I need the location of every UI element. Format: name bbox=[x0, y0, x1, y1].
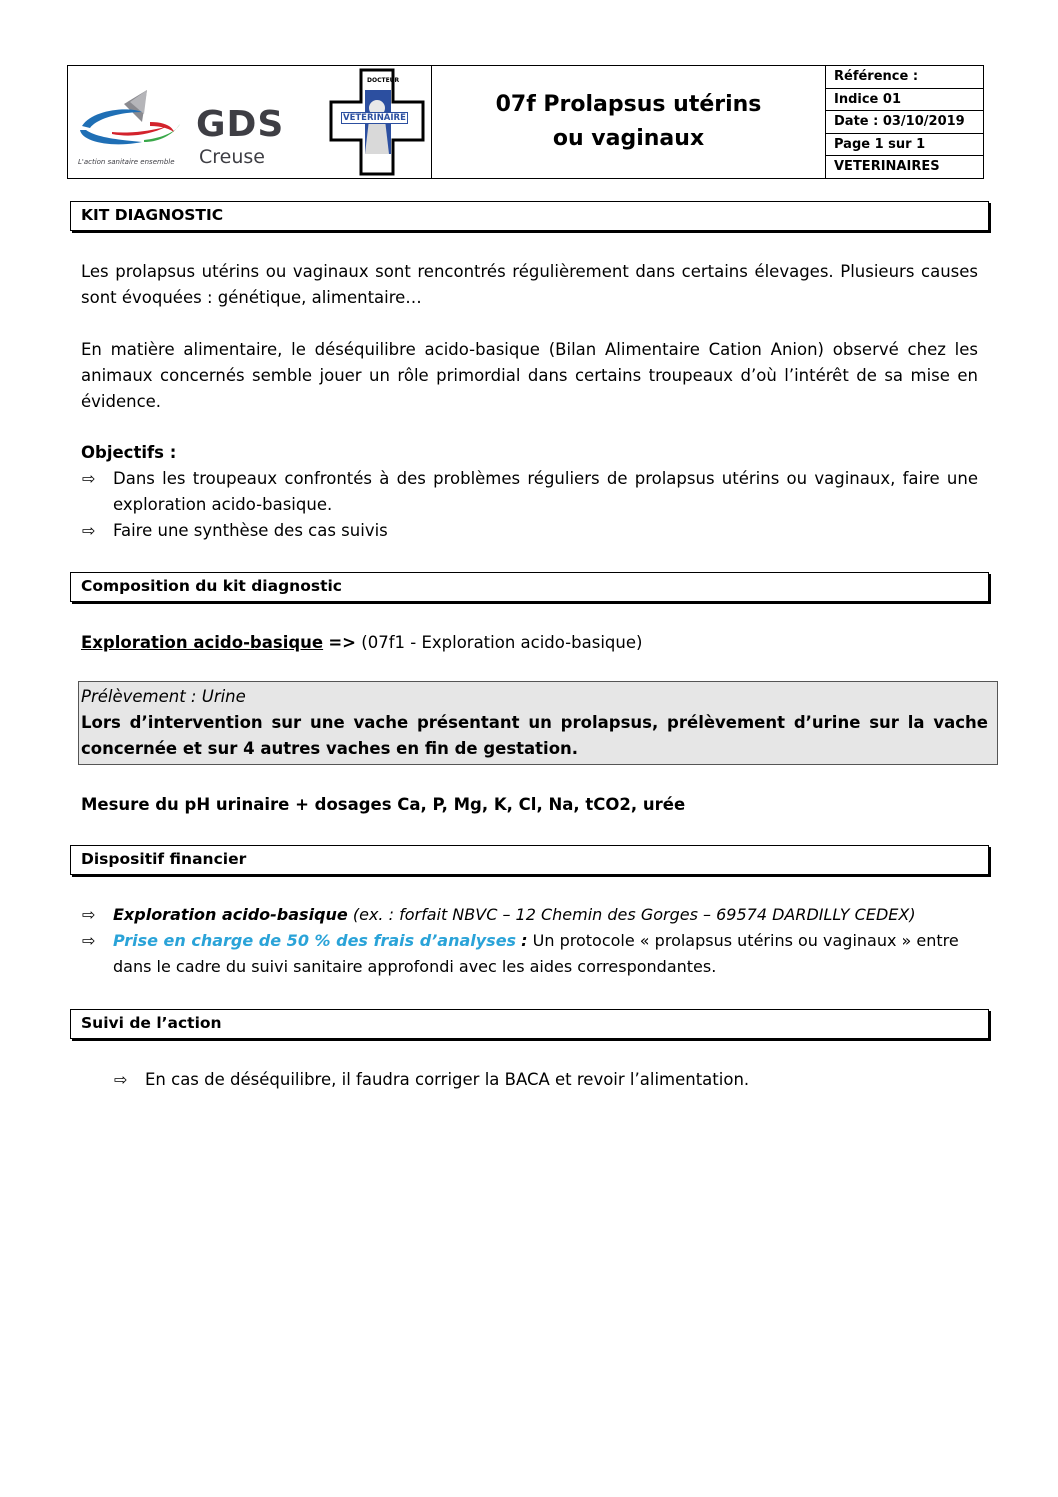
objectifs-title: Objectifs : bbox=[81, 443, 177, 462]
financier-item-2 bbox=[113, 928, 959, 954]
section-dispositif-financier bbox=[70, 845, 989, 875]
meta-audience: VETERINAIRES bbox=[834, 159, 940, 174]
arrow-right-icon: ⇨ bbox=[82, 905, 96, 924]
meta-cell bbox=[826, 66, 983, 178]
meta-reference: Référence : bbox=[826, 66, 983, 89]
section-suivi bbox=[70, 1009, 989, 1039]
objectif-item: Dans les troupeaux confrontés à des problèmes réguliers de prolapsus utérins ou vaginaux, faire une exploration acido-basique. bbox=[113, 469, 978, 514]
gds-swoosh-icon bbox=[72, 82, 202, 162]
section-composition bbox=[70, 572, 989, 602]
section-title: Dispositif financier bbox=[81, 850, 247, 868]
veterinaire-cross-logo bbox=[329, 68, 425, 176]
arrow-right-icon: ⇨ bbox=[82, 931, 96, 950]
section-title: Composition du kit diagnostic bbox=[81, 577, 342, 595]
financier-item-2-continued: dans le cadre du suivi sanitaire approfondi avec les aides correspondantes. bbox=[113, 957, 717, 976]
financier-item-1 bbox=[113, 902, 916, 928]
badge-main-text: VETERINAIRE bbox=[343, 113, 406, 123]
mesure-text: Mesure du pH urinaire + dosages Ca, P, Mg, K, Cl, Na, tCO2, urée bbox=[81, 795, 686, 814]
prelevement-title: Prélèvement : Urine bbox=[81, 687, 246, 706]
arrow-right-icon: ⇨ bbox=[114, 1070, 128, 1089]
financier-item-1-label: Exploration acido-basique bbox=[113, 905, 348, 924]
meta-indice: Indice 01 bbox=[826, 89, 983, 112]
badge-top-text: DOCTEUR bbox=[367, 77, 400, 84]
title-cell bbox=[432, 66, 826, 178]
financier-item-2-colon: : bbox=[521, 931, 528, 950]
gds-brand: GDS bbox=[196, 104, 285, 145]
document-header bbox=[67, 65, 984, 179]
page-title: 07f Prolapsus utérins ou vaginaux bbox=[495, 92, 762, 151]
kit-intro-paragraph: Les prolapsus utérins ou vaginaux sont rencontrés régulièrement dans certains élevages. Plusieurs causes sont évoquées : génétique, alimentaire… bbox=[81, 262, 978, 307]
financier-item-2-text: Un protocole « prolapsus utérins ou vaginaux » entre bbox=[532, 931, 959, 950]
objectif-item: Faire une synthèse des cas suivis bbox=[113, 521, 388, 540]
exploration-line bbox=[81, 630, 642, 656]
section-title: Suivi de l’action bbox=[81, 1014, 222, 1032]
meta-page: Page 1 sur 1 bbox=[826, 134, 983, 157]
exploration-arrow: => bbox=[328, 633, 357, 652]
gds-tagline: L'action sanitaire ensemble bbox=[78, 158, 175, 166]
exploration-label: Exploration acido-basique bbox=[81, 633, 324, 652]
financier-item-1-text: (ex. : forfait NBVC – 12 Chemin des Gorges – 69574 DARDILLY CEDEX) bbox=[352, 905, 916, 924]
logo-cell bbox=[68, 66, 432, 178]
gds-logo bbox=[72, 76, 302, 171]
arrow-right-icon: ⇨ bbox=[82, 469, 96, 488]
exploration-ref: (07f1 - Exploration acido-basique) bbox=[361, 633, 643, 652]
gds-subtitle: Creuse bbox=[199, 146, 265, 168]
suivi-item: En cas de déséquilibre, il faudra corriger la BACA et revoir l’alimentation. bbox=[145, 1070, 750, 1089]
financier-item-2-label: Prise en charge de 50 % des frais d’analyses bbox=[113, 931, 517, 950]
arrow-right-icon: ⇨ bbox=[82, 521, 96, 540]
prelevement-text: Lors d’intervention sur une vache présentant un prolapsus, prélèvement d’urine sur la vache concernée et sur 4 autres vaches en fin de gestation. bbox=[81, 713, 988, 758]
kit-alimentaire-paragraph: En matière alimentaire, le déséquilibre acido-basique (Bilan Alimentaire Cation Anion) observé chez les animaux concernés semble jouer un rôle primordial dans certains troupeaux d’où l’intérêt de sa mise en évidence. bbox=[81, 340, 978, 411]
section-title: KIT DIAGNOSTIC bbox=[81, 206, 224, 224]
meta-date: Date : 03/10/2019 bbox=[826, 111, 983, 134]
section-kit-diagnostic bbox=[70, 201, 989, 231]
